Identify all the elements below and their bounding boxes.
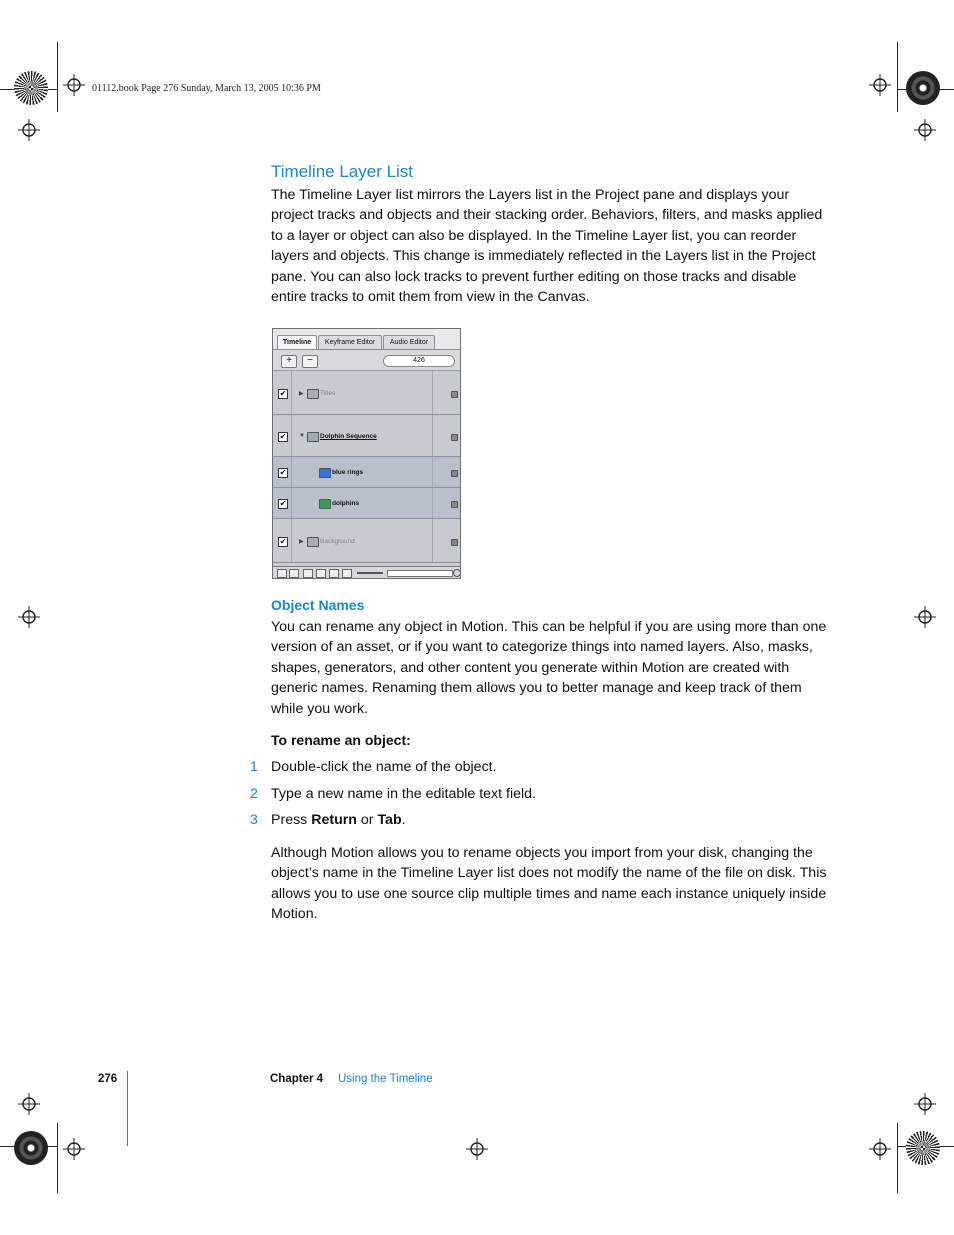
layer-icon xyxy=(307,389,319,399)
timeline-bottom-bar xyxy=(273,566,460,579)
key-tab: Tab xyxy=(377,812,402,828)
layer-row-dolphins[interactable] xyxy=(273,488,460,519)
step-number: 1 xyxy=(250,759,258,775)
step-3 xyxy=(250,812,850,828)
remove-button[interactable]: − xyxy=(302,355,318,368)
subsection-title: Object Names xyxy=(271,597,365,613)
lock-icon[interactable] xyxy=(451,501,458,508)
registration-target-icon xyxy=(914,119,936,141)
audio-icon[interactable] xyxy=(289,569,299,578)
registration-target-icon xyxy=(63,1138,85,1160)
layer-row-blue-rings[interactable] xyxy=(273,457,460,488)
registration-target-icon xyxy=(18,119,40,141)
footer-rule xyxy=(127,1071,128,1146)
lock-icon[interactable] xyxy=(451,391,458,398)
registration-target-icon xyxy=(18,1093,40,1115)
step-1 xyxy=(250,759,850,775)
registration-target-icon xyxy=(18,606,40,628)
task-title: To rename an object: xyxy=(271,732,411,748)
layer-icon xyxy=(307,537,319,547)
step-text-post: . xyxy=(401,812,406,828)
layer-icon xyxy=(307,432,319,442)
book-meta-line: 01112.book Page 276 Sunday, March 13, 2005 10:36 PM xyxy=(92,83,321,94)
layer-row-titles[interactable] xyxy=(273,371,460,415)
tab-audio-editor[interactable]: Audio Editor xyxy=(383,335,435,349)
frame-field[interactable]: 426 xyxy=(383,355,455,367)
enable-checkbox[interactable]: ✔ xyxy=(279,468,287,477)
registration-target-icon xyxy=(466,1138,488,1160)
layer-name[interactable]: Titles xyxy=(320,390,336,397)
lock-icon[interactable] xyxy=(451,434,458,441)
layer-name[interactable]: Background xyxy=(320,538,355,545)
step-number: 2 xyxy=(250,786,258,802)
layer-name[interactable]: Dolphin Sequence xyxy=(320,433,377,440)
disclosure-triangle-icon[interactable]: ▶ xyxy=(299,539,304,545)
filter-icon[interactable] xyxy=(329,569,339,578)
image-thumbnail-icon xyxy=(319,499,331,509)
image-thumbnail-icon xyxy=(319,468,331,478)
section-paragraph: The Timeline Layer list mirrors the Layers list in the Project pane and displays your project tracks and objects and their stacking order. Behaviors, filters, and masks applied to a layer or object can also be displayed. In the Timeline Layer list, you can reorder layers and objects. This change is immediately reflected in the Layers list in the Project pane. You can also lock tracks to prevent further editing on those tracks and disable entire tracks to omit them from view in the Canvas. xyxy=(271,187,823,306)
tab-timeline[interactable]: Timeline xyxy=(277,335,317,349)
layer-row-background[interactable] xyxy=(273,519,460,563)
footer-chapter-title: Using the Timeline xyxy=(338,1073,433,1085)
tab-keyframe-editor[interactable]: Keyframe Editor xyxy=(318,335,382,349)
lock-icon[interactable] xyxy=(451,539,458,546)
footer-chapter: Chapter 4 xyxy=(270,1073,324,1085)
registration-target-icon xyxy=(869,1138,891,1160)
page-number: 276 xyxy=(98,1073,118,1085)
layer-row-dolphin-sequence[interactable] xyxy=(273,415,460,457)
behavior-icon[interactable] xyxy=(316,569,326,578)
key-return: Return xyxy=(311,812,357,828)
zoom-knob-icon[interactable] xyxy=(453,569,461,577)
layer-name[interactable]: dolphins xyxy=(332,500,360,507)
registration-target-icon xyxy=(914,1093,936,1115)
registration-target-icon xyxy=(914,606,936,628)
zoom-slider[interactable] xyxy=(357,572,383,574)
closing-paragraph: Although Motion allows you to rename objects you import from your disk, changing the object’s name in the Timeline Layer list does not modify the name of the file on disk. This allows you to use one source clip multiple times and name each instance uniquely inside Motion. xyxy=(271,845,827,923)
disclosure-triangle-icon[interactable]: ▶ xyxy=(299,391,304,397)
crop-mark xyxy=(57,42,58,112)
starburst-mark-icon xyxy=(14,71,48,105)
starburst-mark-icon xyxy=(906,1131,940,1165)
add-button[interactable]: + xyxy=(281,355,297,368)
step-text: Type a new name in the editable text field. xyxy=(271,786,536,802)
layer-name[interactable]: blue rings xyxy=(332,469,364,476)
crop-mark xyxy=(897,1123,898,1193)
step-text-pre: Press xyxy=(271,812,312,828)
step-text-mid: or xyxy=(356,812,378,828)
section-title: Timeline Layer List xyxy=(271,162,414,181)
enable-checkbox[interactable]: ✔ xyxy=(279,432,287,441)
registration-target-icon xyxy=(63,74,85,96)
step-text: Double-click the name of the object. xyxy=(271,759,497,775)
film-icon[interactable] xyxy=(277,569,287,578)
crop-mark xyxy=(897,42,898,112)
disclosure-triangle-icon[interactable]: ▼ xyxy=(299,433,305,439)
lock-icon[interactable] xyxy=(451,470,458,477)
crop-mark xyxy=(57,1123,58,1193)
step-number: 3 xyxy=(250,812,258,828)
starburst-mark-icon xyxy=(906,71,940,105)
mask-icon[interactable] xyxy=(342,569,352,578)
registration-target-icon xyxy=(869,74,891,96)
timeline-scrollbar[interactable] xyxy=(387,570,453,577)
enable-checkbox[interactable]: ✔ xyxy=(279,537,287,546)
keyframe-icon[interactable] xyxy=(303,569,313,578)
enable-checkbox[interactable]: ✔ xyxy=(279,499,287,508)
timeline-layer-list-screenshot xyxy=(272,328,461,579)
tab-bar xyxy=(273,329,460,350)
timeline-toolbar xyxy=(273,350,460,371)
enable-checkbox[interactable]: ✔ xyxy=(279,389,287,398)
starburst-mark-icon xyxy=(14,1131,48,1165)
step-2 xyxy=(250,786,850,802)
subsection-paragraph: You can rename any object in Motion. This can be helpful if you are using more than one version of an asset, or if you want to categorize things into named layers. Also, masks, shapes, generators, and other content you generate within Motion are created with generic names. Renaming them allows you to better manage and keep track of them while you work. xyxy=(271,619,827,717)
